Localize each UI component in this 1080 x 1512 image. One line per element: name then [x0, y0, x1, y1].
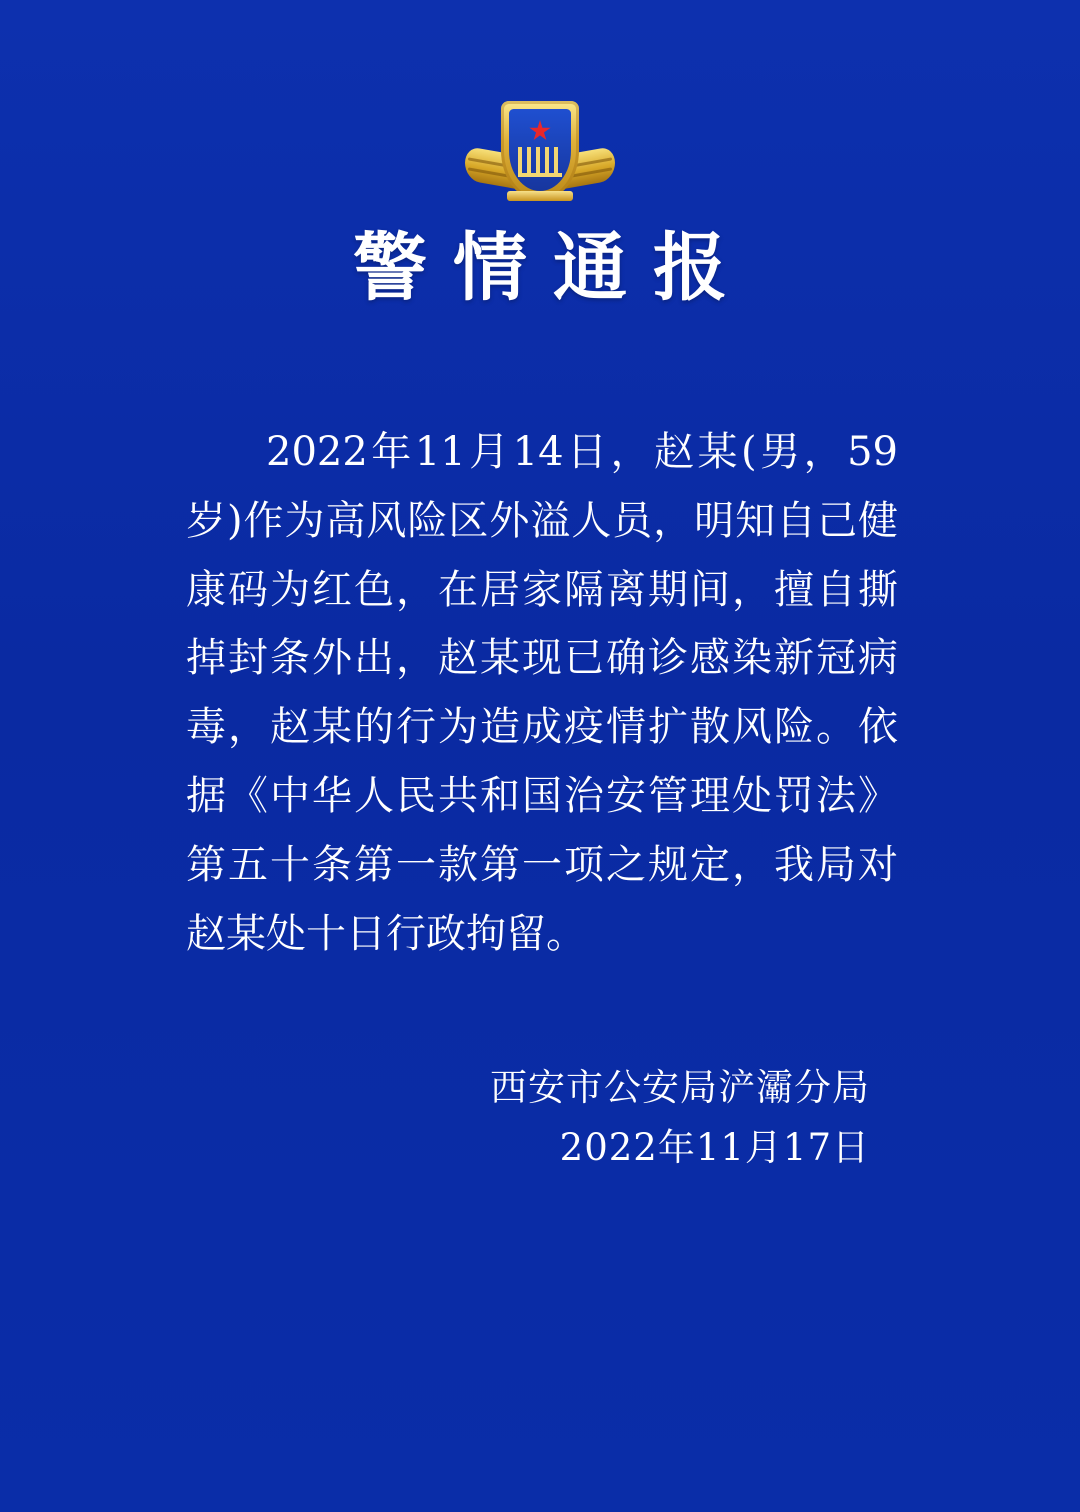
issuing-department: 西安市公安局浐灞分局	[490, 1066, 870, 1109]
notice-body-text: 2022年11月14日，赵某(男，59岁)作为高风险区外溢人员，明知自己健康码为红色，在居家隔离期间，擅自撕掉封条外出，赵某现已确诊感染新冠病毒，赵某的行为造成疫情扩散风险。依据《中华人民共和国治安管理处罚法》第五十条第一款第一项之规定，我局对赵某处十日行政拘留。	[186, 429, 898, 957]
badge-gate-icon	[518, 147, 562, 177]
badge-shield-inner	[509, 109, 571, 191]
page-title: 警情通报	[353, 225, 753, 311]
issue-date: 2022年11月17日	[559, 1125, 870, 1169]
china-police-badge-icon	[465, 95, 615, 227]
emblem-container	[0, 95, 1080, 227]
badge-star-icon	[529, 120, 551, 142]
signature-block	[0, 1058, 1080, 1178]
badge-base-icon	[507, 191, 573, 201]
badge-shield-icon	[501, 101, 579, 201]
